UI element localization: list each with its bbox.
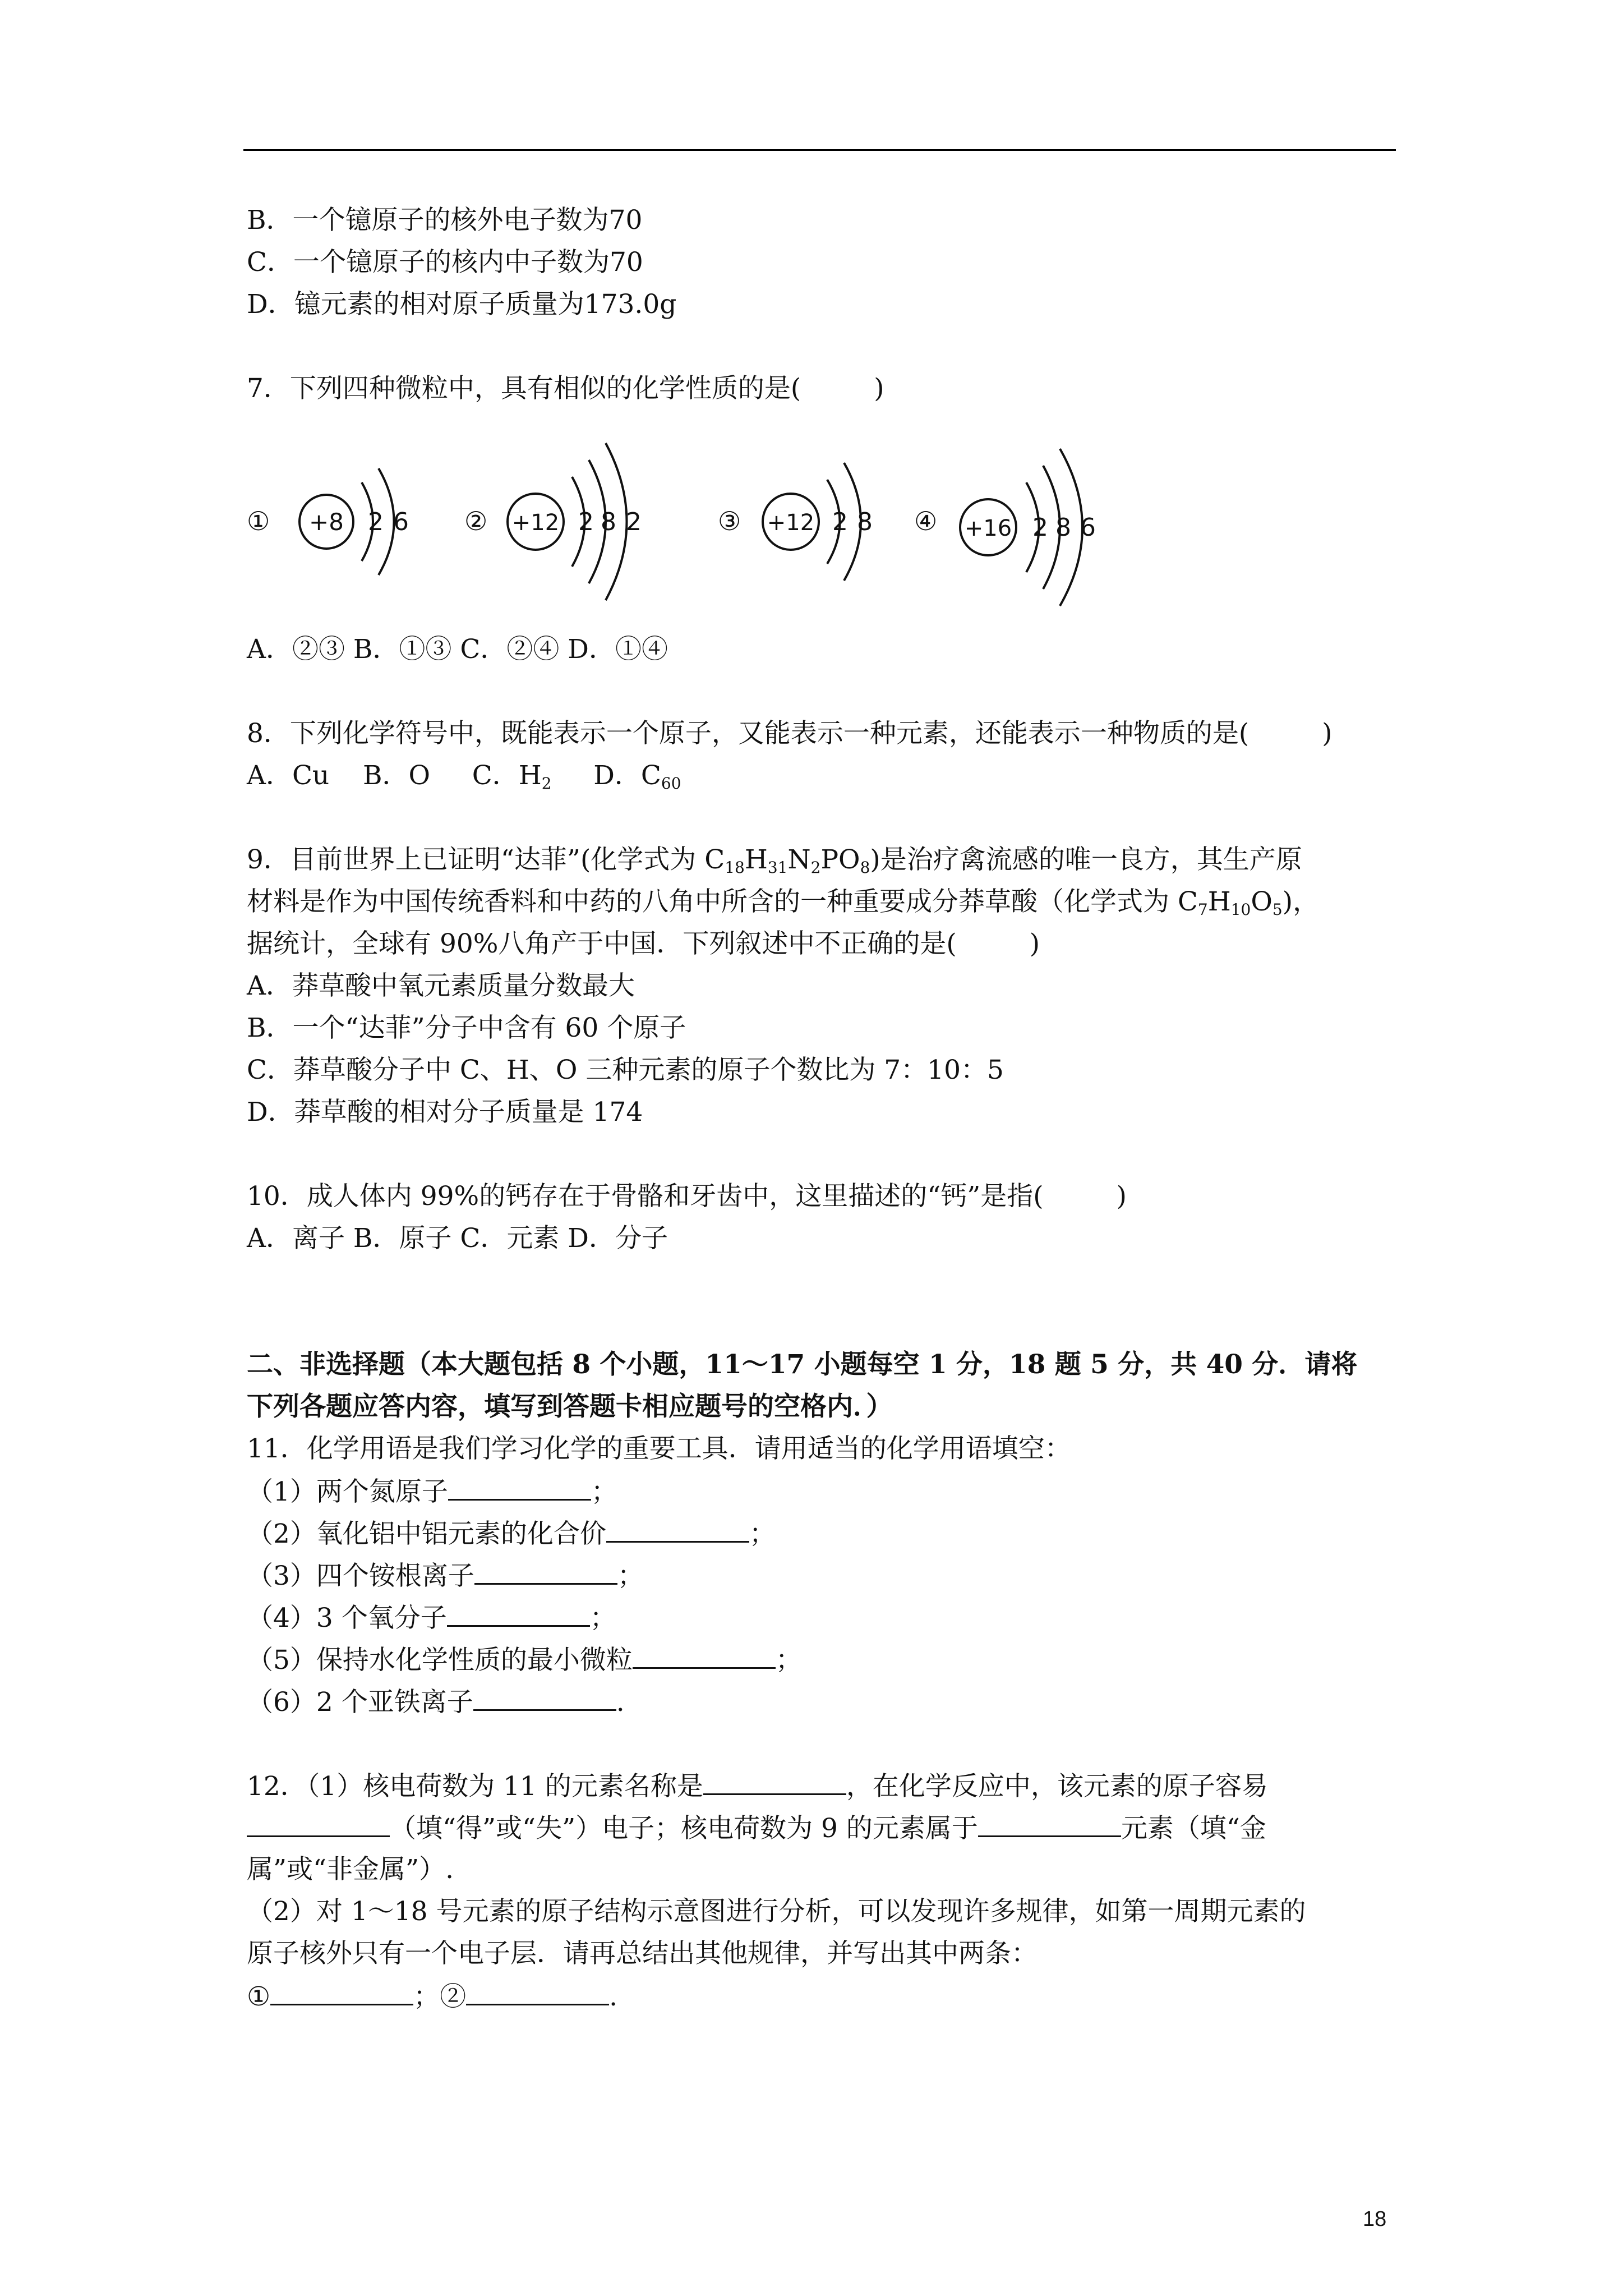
shell-electrons: 2	[1032, 513, 1048, 542]
shell-electrons: 8	[857, 508, 873, 536]
q10-options: A．离子 B．原子 C．元素 D．分子	[247, 1223, 668, 1254]
answer-blank[interactable]	[633, 1644, 776, 1669]
q6-option-b: B．一个镱原子的核外电子数为70	[247, 205, 643, 236]
atom-diagram-2	[464, 443, 642, 600]
shell-electrons: 2	[626, 508, 642, 536]
q11-part-3: （3）四个铵根离子 ；	[247, 1561, 644, 1591]
q10-stem: 10．成人体内 99%的钙存在于骨骼和牙齿中，这里描述的“钙”是指( )	[247, 1181, 1127, 1212]
q11-part-1: （1）两个氮原子 ；	[247, 1476, 617, 1507]
q6-option-d: D．镱元素的相对原子质量为173.0g	[247, 289, 677, 320]
shell-electrons: 8	[1055, 513, 1071, 542]
q8-options	[247, 760, 681, 792]
header-rule	[243, 149, 1396, 151]
q8-option-c: C．$H_2$	[472, 760, 552, 793]
q9-option-a: A．莽草酸中氧元素质量分数最大	[247, 970, 635, 1001]
answer-blank[interactable]	[473, 1686, 616, 1711]
shell-electrons: 2	[368, 508, 384, 536]
shell-electrons: 8	[601, 508, 616, 536]
answer-blank[interactable]	[466, 1980, 609, 2005]
answer-blank[interactable]	[448, 1475, 591, 1501]
nucleus-charge: +12	[767, 510, 815, 536]
answer-blank[interactable]	[978, 1812, 1121, 1837]
shell-electrons: 6	[393, 508, 409, 536]
q9-line-3: 据统计，全球有 90%八角产于中国．下列叙述中不正确的是( )	[247, 928, 1040, 959]
q9-option-c: C．莽草酸分子中 C、H、O 三种元素的原子个数比为 7：10：5	[247, 1055, 1004, 1085]
atom-label: ③	[718, 506, 741, 536]
q8-text: 8．下列化学符号中，既能表示一个原子，又能表示一种元素，还能表示一种物质的是(	[247, 718, 1249, 749]
q9-line-1: 9．目前世界上已证明“达菲”(化学式为 $C_{18}H_{31}N_2PO_8$)是治疗禽流感的唯一良方，其生产原	[247, 844, 1302, 877]
q9-line-2: 材料是作为中国传统香料和中药的八角中所含的一种重要成分莽草酸（化学式为 $C_7H_{10}O_5$)，	[247, 886, 1320, 919]
shell-electrons: 6	[1080, 513, 1096, 542]
q11-part-2: （2）氧化铝中铝元素的化合价 ；	[247, 1519, 776, 1549]
q12-line-2: （填“得”或“失”）电子；核电荷数为 9 的元素属于 元素（填“金	[247, 1812, 1266, 1844]
q11-stem: 11．化学用语是我们学习化学的重要工具．请用适当的化学用语填空：	[247, 1433, 1071, 1464]
section-2-heading-line-1: 二、非选择题（本大题包括 8 个小题，11～17 小题每空 1 分，18 题 5 分，共 40 分．请将	[247, 1349, 1358, 1380]
q12-line-1: 12．（1）核电荷数为 11 的元素名称是 ，在化学反应中，该元素的原子容易	[247, 1771, 1268, 1802]
shell-electrons: 2	[578, 508, 594, 536]
atom-diagram-3	[718, 463, 873, 581]
q8-paren-close: )	[1322, 718, 1332, 749]
q9-option-d: D．莽草酸的相对分子质量是 174	[247, 1097, 643, 1128]
atom-label: ②	[464, 506, 488, 536]
q7-text: 7．下列四种微粒中，具有相似的化学性质的是(	[247, 373, 801, 404]
shell-electrons: 2	[832, 508, 848, 536]
q11-part-5: （5）保持水化学性质的最小微粒 ；	[247, 1645, 802, 1676]
section-2-heading-line-2: 下列各题应答内容，填写到答题卡相应题号的空格内．）	[247, 1391, 893, 1422]
nucleus-charge: +8	[309, 508, 344, 536]
q7-options: A．②③ B．①③ C．②④ D．①④	[247, 634, 668, 665]
q7-paren-close: )	[874, 373, 884, 404]
atom-diagram-4	[914, 449, 1096, 606]
atom-label: ①	[247, 506, 270, 536]
q9-option-b: B．一个“达菲”分子中含有 60 个原子	[247, 1013, 686, 1043]
q11-part-4: （4）3 个氧分子 ；	[247, 1603, 616, 1634]
q8-option-d: D．$C_{60}$	[593, 760, 681, 793]
nucleus-charge: +16	[964, 516, 1012, 541]
nucleus-charge: +12	[511, 510, 560, 536]
page-number: 18	[1363, 2207, 1387, 2231]
q12-line-5: 原子核外只有一个电子层．请再总结出其他规律，并写出其中两条：	[247, 1938, 1038, 1969]
atom-label: ④	[914, 506, 938, 536]
atom-diagram-1	[247, 468, 409, 575]
answer-blank[interactable]	[474, 1559, 617, 1585]
q7-stem	[247, 373, 884, 404]
answer-blank[interactable]	[606, 1517, 749, 1543]
q6-option-c: C．一个镱原子的核内中子数为70	[247, 247, 643, 278]
q12-line-4: （2）对 1～18 号元素的原子结构示意图进行分析，可以发现许多规律，如第一周期元素的	[247, 1896, 1306, 1927]
q8-option-a: A．Cu	[247, 760, 330, 791]
answer-blank[interactable]	[703, 1770, 846, 1795]
q8-option-b: B．O	[362, 760, 431, 791]
atomic-structure-diagrams	[241, 415, 1138, 628]
q12-line-3: 属”或“非金属”）.	[247, 1854, 454, 1885]
q12-line-6: ① ；② .	[247, 1981, 618, 2012]
q8-stem	[247, 718, 1332, 749]
answer-blank[interactable]	[447, 1602, 590, 1627]
answer-blank[interactable]	[247, 1812, 390, 1837]
answer-blank[interactable]	[270, 1980, 413, 2005]
q11-part-6: （6）2 个亚铁离子 .	[247, 1687, 625, 1718]
